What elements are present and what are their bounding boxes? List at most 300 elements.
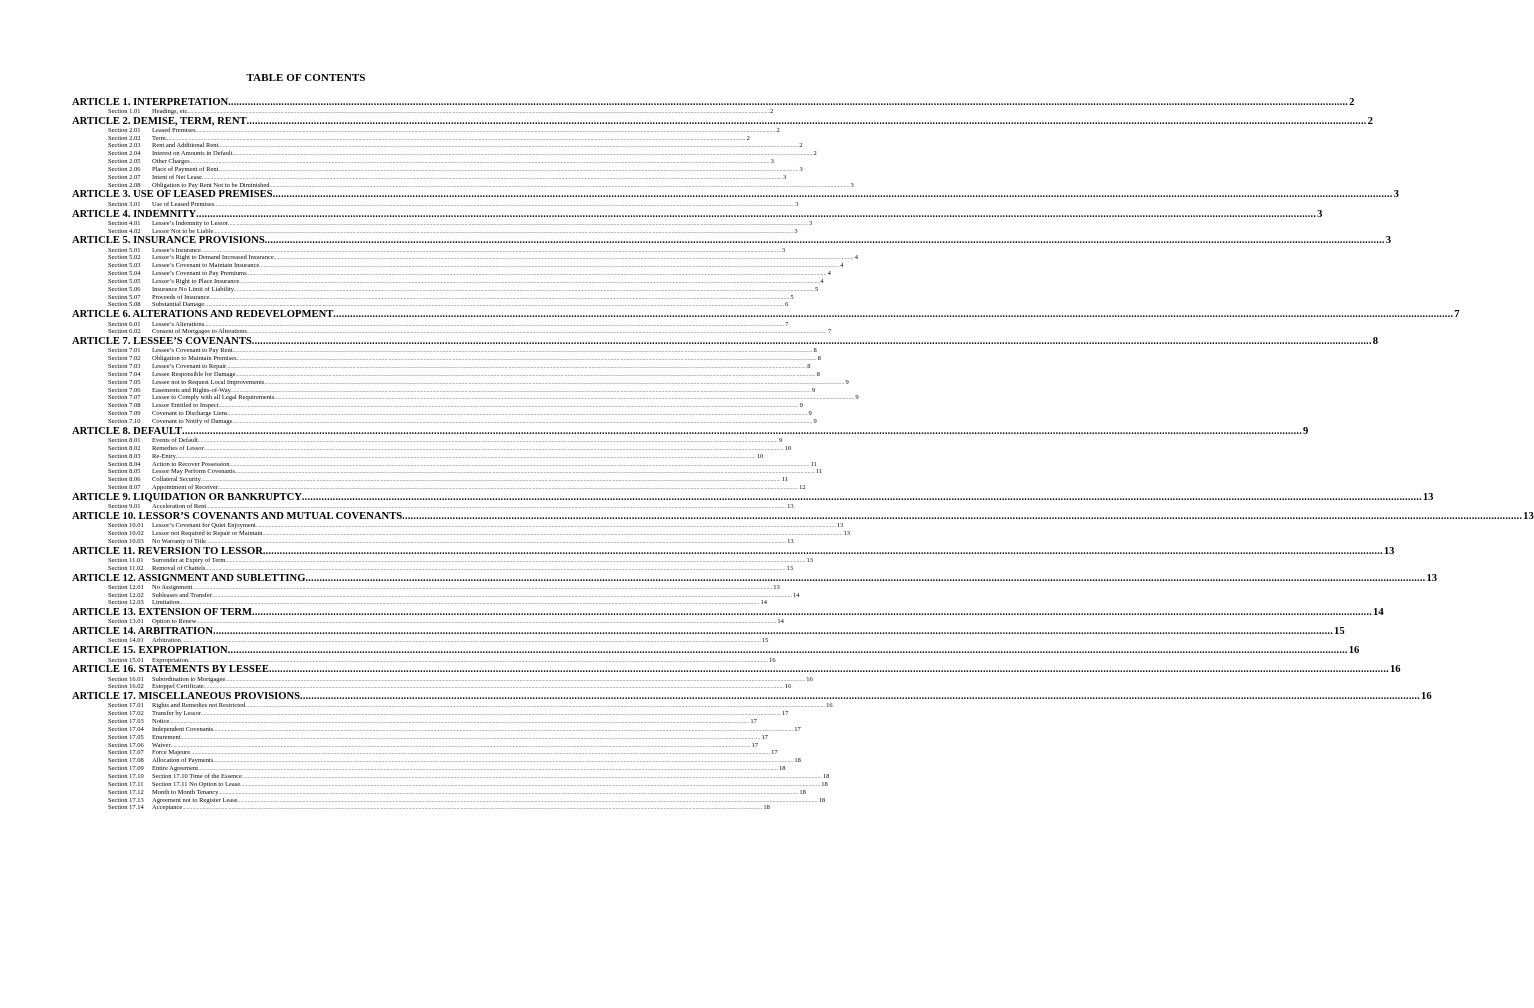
toc-section-entry[interactable] xyxy=(72,386,816,395)
section-title: Removal of Chattels xyxy=(152,564,206,572)
article-title: ARTICLE 2. DEMISE, TERM, RENT xyxy=(72,115,247,127)
section-title: Collateral Security xyxy=(152,476,201,484)
section-title: Lessee’s Covenant to Maintain Insurance xyxy=(152,262,260,270)
section-title: Limitation xyxy=(152,599,180,607)
section-page-number: 4 xyxy=(820,277,824,285)
toc-section-entry[interactable] xyxy=(72,417,817,426)
toc-section-entry[interactable] xyxy=(72,402,803,410)
dot-leader: ................................................................................................................................................................................................................................................................................................................................................................................................................ xyxy=(204,322,785,328)
toc-section-entry[interactable] xyxy=(72,444,792,453)
section-page-number: 18 xyxy=(799,788,806,796)
dot-leader: ................................................................................................................................................................................................................................................................................................................................................................................................................ xyxy=(255,524,836,530)
section-title: Other Charges xyxy=(152,158,190,166)
article-page-number: 8 xyxy=(1372,336,1379,348)
toc-section-entry[interactable] xyxy=(72,378,849,387)
section-number: Section 12.02 xyxy=(108,591,144,599)
section-number: Section 2.03 xyxy=(108,142,141,150)
dot-leader: ................................................................................................................................................................................................................................................................................................................................................................................................................ xyxy=(232,152,813,158)
section-title: Section 17.10 Time of the Essence xyxy=(152,773,242,780)
section-title: Lessor’s Right to Demand Increased Insurance xyxy=(152,254,274,262)
dot-leader: ................................................................................................................................................................................................................................................................................................................................................................................................................ xyxy=(225,677,806,683)
toc-section-entry[interactable] xyxy=(72,158,774,166)
section-title: Covenant to Notify of Damage xyxy=(152,417,233,425)
section-page-number: 9 xyxy=(799,402,803,410)
section-title: Estoppel Certificate xyxy=(152,683,204,691)
section-number: Section 2.05 xyxy=(108,158,141,166)
section-title: Use of Leased Premises xyxy=(152,200,215,208)
dot-leader: ................................................................................................................................................................................................................................................................................................................................................................................................................ xyxy=(218,486,799,492)
toc-section-entry[interactable] xyxy=(72,749,778,757)
section-number: Section 17.10 xyxy=(108,773,144,780)
section-title: No Warranty of Title xyxy=(152,537,207,545)
dot-leader: ................................................................................................................................................................................................................................................................................................................................................................................................................ xyxy=(229,462,810,468)
toc-article-entry[interactable] xyxy=(72,189,1399,201)
section-number: Section 16.01 xyxy=(108,675,144,683)
section-title: Waiver xyxy=(152,741,171,749)
dot-leader: ................................................................................................................................................................................................................................................................................................................................................................................................................ xyxy=(170,743,751,749)
toc-article-entry[interactable] xyxy=(72,664,1401,676)
section-number: Section 7.05 xyxy=(108,378,141,386)
toc-section-entry[interactable] xyxy=(72,355,821,363)
dot-leader: ................................................................................................................................................................................................................................................................................................................................................................................................................ xyxy=(180,735,761,741)
toc-section-entry[interactable] xyxy=(72,277,824,286)
section-title: Transfer by Lessor xyxy=(152,710,201,718)
section-number: Section 15.01 xyxy=(108,656,144,664)
dot-leader: ................................................................................................................................................................................................................................................................................................................................................................................................................ xyxy=(218,404,799,410)
dot-leader: ................................................................................................................................................................................................................................................................................................................................................................................................................ xyxy=(301,491,1422,503)
toc-section-entry[interactable] xyxy=(72,262,844,270)
section-page-number: 17 xyxy=(751,741,759,749)
section-number: Section 17.02 xyxy=(108,710,144,718)
section-title: Intent of Net Lease xyxy=(152,173,202,181)
section-page-number: 17 xyxy=(771,749,778,757)
article-page-number: 7 xyxy=(1454,309,1460,321)
section-page-number: 3 xyxy=(781,246,786,254)
toc-section-entry[interactable] xyxy=(72,710,789,718)
toc-article-entry[interactable] xyxy=(72,691,1432,703)
section-page-number: 18 xyxy=(818,796,826,804)
section-page-number: 9 xyxy=(811,386,816,394)
section-number: Section 8.05 xyxy=(108,468,141,476)
toc-section-entry[interactable] xyxy=(72,564,793,573)
section-number: Section 17.13 xyxy=(108,796,144,804)
toc-section-entry[interactable] xyxy=(72,370,820,379)
article-title: ARTICLE 16. STATEMENTS BY LESSEE xyxy=(72,664,269,676)
toc-section-entry[interactable] xyxy=(72,529,850,538)
article-page-number: 16 xyxy=(1389,664,1401,676)
article-title: ARTICLE 11. REVERSION TO LESSOR xyxy=(72,545,263,557)
section-number: Section 5.03 xyxy=(108,262,141,270)
article-title: ARTICLE 7. LESSEE’S COVENANTS xyxy=(72,336,252,348)
section-number: Section 17.14 xyxy=(108,804,144,812)
toc-section-entry[interactable] xyxy=(72,460,817,469)
dot-leader: ................................................................................................................................................................................................................................................................................................................................................................................................................ xyxy=(203,446,784,452)
toc-article-entry[interactable] xyxy=(72,510,1534,522)
section-page-number: 4 xyxy=(827,270,831,278)
section-title: Insurance No Limit of Liability xyxy=(152,285,234,293)
toc-section-entry[interactable] xyxy=(72,757,801,765)
section-title: Option to Renew xyxy=(152,618,197,626)
dot-leader: ................................................................................................................................................................................................................................................................................................................................................................................................................ xyxy=(190,751,771,757)
dot-leader: ................................................................................................................................................................................................................................................................................................................................................................................................................ xyxy=(252,607,1373,619)
section-page-number: 12 xyxy=(799,484,806,492)
section-number: Section 10.01 xyxy=(108,522,144,530)
dot-leader: ................................................................................................................................................................................................................................................................................................................................................................................................................ xyxy=(227,645,1348,657)
section-title: Covenant to Discharge Liens xyxy=(152,410,228,418)
section-number: Section 12.01 xyxy=(108,583,144,591)
toc-section-entry[interactable] xyxy=(72,293,794,302)
section-title: Rights and Remedies not Restricted xyxy=(152,702,246,710)
section-number: Section 11.01 xyxy=(108,556,144,564)
section-title: Leased Premises xyxy=(152,126,196,134)
section-page-number: 13 xyxy=(786,564,793,572)
toc-section-entry[interactable] xyxy=(72,219,813,228)
section-page-number: 10 xyxy=(784,444,792,452)
toc-section-entry[interactable] xyxy=(72,780,828,789)
section-page-number: 16 xyxy=(784,683,792,691)
section-number: Section 7.04 xyxy=(108,370,141,378)
section-title: Obligation to Maintain Premises xyxy=(152,355,237,363)
section-number: Section 2.07 xyxy=(108,173,141,181)
section-page-number: 2 xyxy=(746,134,750,142)
article-page-number: 13 xyxy=(1426,572,1438,584)
toc-section-entry[interactable] xyxy=(72,656,776,665)
toc-article-entry[interactable] xyxy=(72,491,1434,503)
dot-leader: ................................................................................................................................................................................................................................................................................................................................................................................................................ xyxy=(204,303,785,309)
section-page-number: 9 xyxy=(855,394,859,402)
toc-article-entry[interactable] xyxy=(72,645,1360,657)
toc-section-entry[interactable] xyxy=(72,522,844,530)
dot-leader: ................................................................................................................................................................................................................................................................................................................................................................................................................ xyxy=(198,767,779,773)
toc-section-entry[interactable] xyxy=(72,410,812,418)
toc-section-entry[interactable] xyxy=(72,246,786,255)
page-title: TABLE OF CONTENTS xyxy=(246,72,366,84)
section-number: Section 8.02 xyxy=(108,444,141,452)
section-number: Section 1.01 xyxy=(108,107,141,115)
toc-section-entry[interactable] xyxy=(72,503,794,511)
dot-leader: ................................................................................................................................................................................................................................................................................................................................................................................................................ xyxy=(165,136,746,142)
toc-article-entry[interactable] xyxy=(72,572,1438,584)
article-title: ARTICLE 6. ALTERATIONS AND REDEVELOPMENT xyxy=(72,309,334,321)
article-title: ARTICLE 10. LESSOR’S COVENANTS AND MUTUAL COVENANTS xyxy=(72,510,403,522)
section-number: Section 6.02 xyxy=(108,328,141,336)
section-number: Section 7.06 xyxy=(108,386,141,394)
section-number: Section 17.11 xyxy=(108,780,144,788)
section-title: Easements and Rights-of-Way xyxy=(152,386,231,394)
toc-section-entry[interactable] xyxy=(72,637,769,645)
toc-section-entry[interactable] xyxy=(72,683,792,691)
section-number: Section 16.02 xyxy=(108,683,144,691)
dot-leader: ................................................................................................................................................................................................................................................................................................................................................................................................................ xyxy=(245,704,826,710)
dot-leader: ................................................................................................................................................................................................................................................................................................................................................................................................................ xyxy=(241,775,822,780)
section-page-number: 4 xyxy=(840,262,844,270)
section-page-number: 16 xyxy=(826,702,833,710)
section-number: Section 11.02 xyxy=(108,564,144,572)
toc-section-entry[interactable] xyxy=(72,725,801,734)
toc-section-entry[interactable] xyxy=(72,173,787,182)
dot-leader: ................................................................................................................................................................................................................................................................................................................................................................................................................ xyxy=(218,790,799,796)
toc-article-entry[interactable] xyxy=(72,96,1355,108)
section-title: Allocation of Payments xyxy=(152,757,214,765)
section-title: Lessee’s Covenant to Repair xyxy=(152,363,227,371)
section-page-number: 10 xyxy=(756,452,764,460)
section-title: Consent of Mortgagee to Alterations xyxy=(152,328,247,336)
toc-section-entry[interactable] xyxy=(72,675,813,684)
section-page-number: 9 xyxy=(808,410,812,418)
article-page-number: 3 xyxy=(1393,189,1399,201)
article-page-number: 2 xyxy=(1367,115,1373,127)
section-number: Section 5.04 xyxy=(108,270,141,278)
section-title: Appointment of Receiver xyxy=(152,484,219,492)
section-page-number: 2 xyxy=(770,107,774,115)
section-number: Section 5.07 xyxy=(108,293,141,301)
section-title: Force Majeure xyxy=(152,749,191,757)
section-page-number: 17 xyxy=(750,718,757,726)
section-page-number: 4 xyxy=(854,254,858,262)
toc-section-entry[interactable] xyxy=(72,126,780,135)
dot-leader: ................................................................................................................................................................................................................................................................................................................................................................................................................ xyxy=(251,336,1372,348)
toc-section-entry[interactable] xyxy=(72,484,806,492)
section-number: Section 5.06 xyxy=(108,285,141,293)
dot-leader: ................................................................................................................................................................................................................................................................................................................................................................................................................ xyxy=(246,272,827,278)
section-title: Subordination to Mortgagee xyxy=(152,675,226,683)
section-title: Substantial Damage xyxy=(152,301,205,309)
toc-section-entry[interactable] xyxy=(72,583,780,592)
toc-article-entry[interactable] xyxy=(72,607,1384,619)
section-page-number: 11 xyxy=(815,468,823,476)
article-title: ARTICLE 4. INDEMNITY xyxy=(72,208,197,220)
dot-leader: ................................................................................................................................................................................................................................................................................................................................................................................................................ xyxy=(259,264,840,270)
section-number: Section 7.01 xyxy=(108,347,141,355)
section-number: Section 17.12 xyxy=(108,788,144,796)
dot-leader: ................................................................................................................................................................................................................................................................................................................................................................................................................ xyxy=(264,235,1385,247)
section-title: Lessor’s Right to Place Insurance xyxy=(152,277,240,285)
section-page-number: 11 xyxy=(781,476,789,484)
dot-leader: ................................................................................................................................................................................................................................................................................................................................................................................................................ xyxy=(206,539,787,545)
toc-article-entry[interactable] xyxy=(72,208,1323,220)
toc-section-entry[interactable] xyxy=(72,804,770,812)
section-title: Lessee Responsible for Damage xyxy=(152,370,236,378)
section-page-number: 18 xyxy=(794,757,801,765)
toc-section-entry[interactable] xyxy=(72,788,806,797)
toc-section-entry[interactable] xyxy=(72,363,811,371)
toc-section-entry[interactable] xyxy=(72,599,767,607)
toc-section-entry[interactable] xyxy=(72,437,783,445)
section-number: Section 8.01 xyxy=(108,437,141,444)
section-page-number: 7 xyxy=(785,320,789,328)
section-number: Section 5.08 xyxy=(108,301,141,309)
section-title: Entire Agreement xyxy=(152,765,199,773)
toc-section-entry[interactable] xyxy=(72,468,823,476)
dot-leader: ................................................................................................................................................................................................................................................................................................................................................................................................................ xyxy=(213,759,794,765)
section-number: Section 7.08 xyxy=(108,402,141,410)
toc-article-entry[interactable] xyxy=(72,235,1392,247)
section-number: Section 7.03 xyxy=(108,363,141,371)
toc-section-entry[interactable] xyxy=(72,150,817,158)
toc-article-entry[interactable] xyxy=(72,626,1345,638)
section-title: Month to Month Tenancy xyxy=(152,788,219,796)
dot-leader: ................................................................................................................................................................................................................................................................................................................................................................................................................ xyxy=(180,639,761,645)
toc-section-entry[interactable] xyxy=(72,227,798,236)
toc-section-entry[interactable] xyxy=(72,270,831,278)
article-title: ARTICLE 13. EXTENSION OF TERM xyxy=(72,607,253,619)
toc-section-entry[interactable] xyxy=(72,537,794,546)
section-page-number: 14 xyxy=(777,618,784,626)
article-page-number: 14 xyxy=(1373,607,1384,619)
toc-section-entry[interactable] xyxy=(72,741,759,750)
toc-section-entry[interactable] xyxy=(72,142,803,150)
toc-article-entry[interactable] xyxy=(72,115,1373,127)
section-title: Lessee to Comply with all Legal Requirements xyxy=(152,394,275,402)
toc-article-entry[interactable] xyxy=(72,336,1379,348)
section-title: Notice xyxy=(152,718,170,726)
section-number: Section 14.01 xyxy=(108,637,144,645)
dot-leader: ................................................................................................................................................................................................................................................................................................................................................................................................................ xyxy=(196,620,777,626)
section-number: Section 2.01 xyxy=(108,126,141,134)
section-page-number: 17 xyxy=(794,725,801,733)
section-number: Section 17.08 xyxy=(108,757,144,765)
section-page-number: 13 xyxy=(806,556,813,564)
article-page-number: 16 xyxy=(1421,691,1432,703)
toc-section-entry[interactable] xyxy=(72,301,789,309)
dot-leader: ................................................................................................................................................................................................................................................................................................................................................................................................................ xyxy=(206,505,787,511)
section-page-number: 8 xyxy=(816,370,820,378)
toc-section-entry[interactable] xyxy=(72,618,784,626)
section-title: Subleases and Transfer xyxy=(152,591,212,599)
toc-section-entry[interactable] xyxy=(72,328,832,336)
dot-leader: ................................................................................................................................................................................................................................................................................................................................................................................................................ xyxy=(188,658,769,664)
section-page-number: 9 xyxy=(845,378,849,386)
toc-section-entry[interactable] xyxy=(72,285,819,294)
toc-section-entry[interactable] xyxy=(72,107,774,116)
section-page-number: 3 xyxy=(770,158,774,166)
section-number: Section 17.07 xyxy=(108,749,144,757)
dot-leader: ................................................................................................................................................................................................................................................................................................................................................................................................................ xyxy=(175,454,756,460)
dot-leader: ................................................................................................................................................................................................................................................................................................................................................................................................................ xyxy=(239,279,820,285)
article-title: ARTICLE 15. EXPROPRIATION xyxy=(72,645,228,657)
section-page-number: 13 xyxy=(836,522,844,530)
section-title: Expropriation xyxy=(152,656,189,664)
dot-leader: ................................................................................................................................................................................................................................................................................................................................................................................................................ xyxy=(209,295,790,301)
toc-article-entry[interactable] xyxy=(72,545,1395,557)
section-title: Enurement xyxy=(152,733,181,741)
section-title: Re-Entry xyxy=(152,452,176,460)
toc-section-entry[interactable] xyxy=(72,702,833,710)
toc-article-entry[interactable] xyxy=(72,309,1460,321)
section-page-number: 11 xyxy=(810,460,817,468)
dot-leader: ................................................................................................................................................................................................................................................................................................................................................................................................................ xyxy=(225,558,806,564)
toc-section-entry[interactable] xyxy=(72,765,786,773)
section-number: Section 6.01 xyxy=(108,320,141,328)
section-page-number: 16 xyxy=(806,675,813,683)
dot-leader: ................................................................................................................................................................................................................................................................................................................................................................................................................ xyxy=(211,593,792,599)
toc-section-entry[interactable] xyxy=(72,796,826,805)
toc-section-entry[interactable] xyxy=(72,718,757,726)
toc-section-entry[interactable] xyxy=(72,200,799,209)
section-page-number: 3 xyxy=(809,219,813,227)
section-title: Rent and Additional Rent xyxy=(152,142,219,150)
toc-section-entry[interactable] xyxy=(72,476,789,484)
section-page-number: 18 xyxy=(821,780,828,788)
toc-section-entry[interactable] xyxy=(72,452,764,461)
section-title: Independent Covenants xyxy=(152,725,214,733)
section-title: Acceptance xyxy=(152,804,183,812)
dot-leader: ................................................................................................................................................................................................................................................................................................................................................................................................................ xyxy=(228,96,1349,108)
toc-section-entry[interactable] xyxy=(72,347,817,355)
dot-leader: ................................................................................................................................................................................................................................................................................................................................................................................................................ xyxy=(233,287,814,293)
toc-article-entry[interactable] xyxy=(72,425,1309,437)
section-number: Section 17.01 xyxy=(108,702,144,710)
article-title: ARTICLE 5. INSURANCE PROVISIONS xyxy=(72,235,265,247)
toc-section-entry[interactable] xyxy=(72,181,854,190)
article-page-number: 15 xyxy=(1334,626,1345,638)
article-page-number: 13 xyxy=(1383,545,1395,557)
section-title: Lessor Entitled to Inspect xyxy=(152,402,219,410)
section-page-number: 5 xyxy=(790,293,794,301)
dot-leader: ................................................................................................................................................................................................................................................................................................................................................................................................................ xyxy=(228,221,808,227)
dot-leader: ................................................................................................................................................................................................................................................................................................................................................................................................................ xyxy=(203,685,784,691)
section-page-number: 13 xyxy=(787,537,794,545)
dot-leader: ................................................................................................................................................................................................................................................................................................................................................................................................................ xyxy=(237,798,818,804)
section-title: Arbitration xyxy=(152,637,181,645)
section-number: Section 4.01 xyxy=(108,219,141,227)
toc-section-entry[interactable] xyxy=(72,165,803,174)
section-title: Lessee’s Alterations xyxy=(152,320,205,328)
toc-section-entry[interactable] xyxy=(72,394,859,402)
dot-leader: ................................................................................................................................................................................................................................................................................................................................................................................................................ xyxy=(274,396,855,402)
toc-section-entry[interactable] xyxy=(72,556,813,565)
toc-section-entry[interactable] xyxy=(72,773,830,781)
dot-leader: ................................................................................................................................................................................................................................................................................................................................................................................................................ xyxy=(230,388,811,394)
toc-section-entry[interactable] xyxy=(72,733,769,742)
toc-section-entry[interactable] xyxy=(72,320,789,329)
dot-leader: ................................................................................................................................................................................................................................................................................................................................................................................................................ xyxy=(196,208,1317,220)
dot-leader: ................................................................................................................................................................................................................................................................................................................................................................................................................ xyxy=(246,115,1367,127)
toc-section-entry[interactable] xyxy=(72,591,800,600)
dot-leader: ................................................................................................................................................................................................................................................................................................................................................................................................................ xyxy=(300,691,1421,703)
dot-leader: ................................................................................................................................................................................................................................................................................................................................................................................................................ xyxy=(268,664,1389,676)
section-number: Section 7.09 xyxy=(108,410,141,418)
dot-leader: ................................................................................................................................................................................................................................................................................................................................................................................................................ xyxy=(262,531,843,537)
dot-leader: ................................................................................................................................................................................................................................................................................................................................................................................................................ xyxy=(200,478,781,484)
dot-leader: ................................................................................................................................................................................................................................................................................................................................................................................................................ xyxy=(218,144,799,150)
dot-leader: ................................................................................................................................................................................................................................................................................................................................................................................................................ xyxy=(182,425,1303,437)
section-page-number: 3 xyxy=(795,200,799,208)
section-title: No Assignment xyxy=(152,583,193,591)
dot-leader: ................................................................................................................................................................................................................................................................................................................................................................................................................ xyxy=(200,712,781,718)
dot-leader: ................................................................................................................................................................................................................................................................................................................................................................................................................ xyxy=(264,380,845,386)
section-page-number: 15 xyxy=(761,637,769,645)
dot-leader: ................................................................................................................................................................................................................................................................................................................................................................................................................ xyxy=(236,357,817,363)
section-page-number: 9 xyxy=(778,437,783,444)
section-page-number: 18 xyxy=(779,765,786,773)
dot-leader: ................................................................................................................................................................................................................................................................................................................................................................................................................ xyxy=(189,160,770,166)
dot-leader: ................................................................................................................................................................................................................................................................................................................................................................................................................ xyxy=(202,175,782,181)
toc-section-entry[interactable] xyxy=(72,254,858,262)
section-title: Events of Default xyxy=(152,437,198,444)
section-title: Headings, etc. xyxy=(152,107,190,115)
toc-section-entry[interactable] xyxy=(72,134,750,143)
article-title: ARTICLE 3. USE OF LEASED PREMISES xyxy=(72,189,273,201)
section-page-number: 14 xyxy=(792,591,800,599)
section-number: Section 2.02 xyxy=(108,134,141,142)
section-title: Section 17.11 No Option to Lease xyxy=(152,780,241,788)
dot-leader: ................................................................................................................................................................................................................................................................................................................................................................................................................ xyxy=(235,372,816,378)
dot-leader: ................................................................................................................................................................................................................................................................................................................................................................................................................ xyxy=(269,183,850,189)
section-number: Section 8.06 xyxy=(108,476,141,484)
section-title: Surrender at Expiry of Term xyxy=(152,556,226,564)
article-page-number: 13 xyxy=(1523,510,1534,522)
